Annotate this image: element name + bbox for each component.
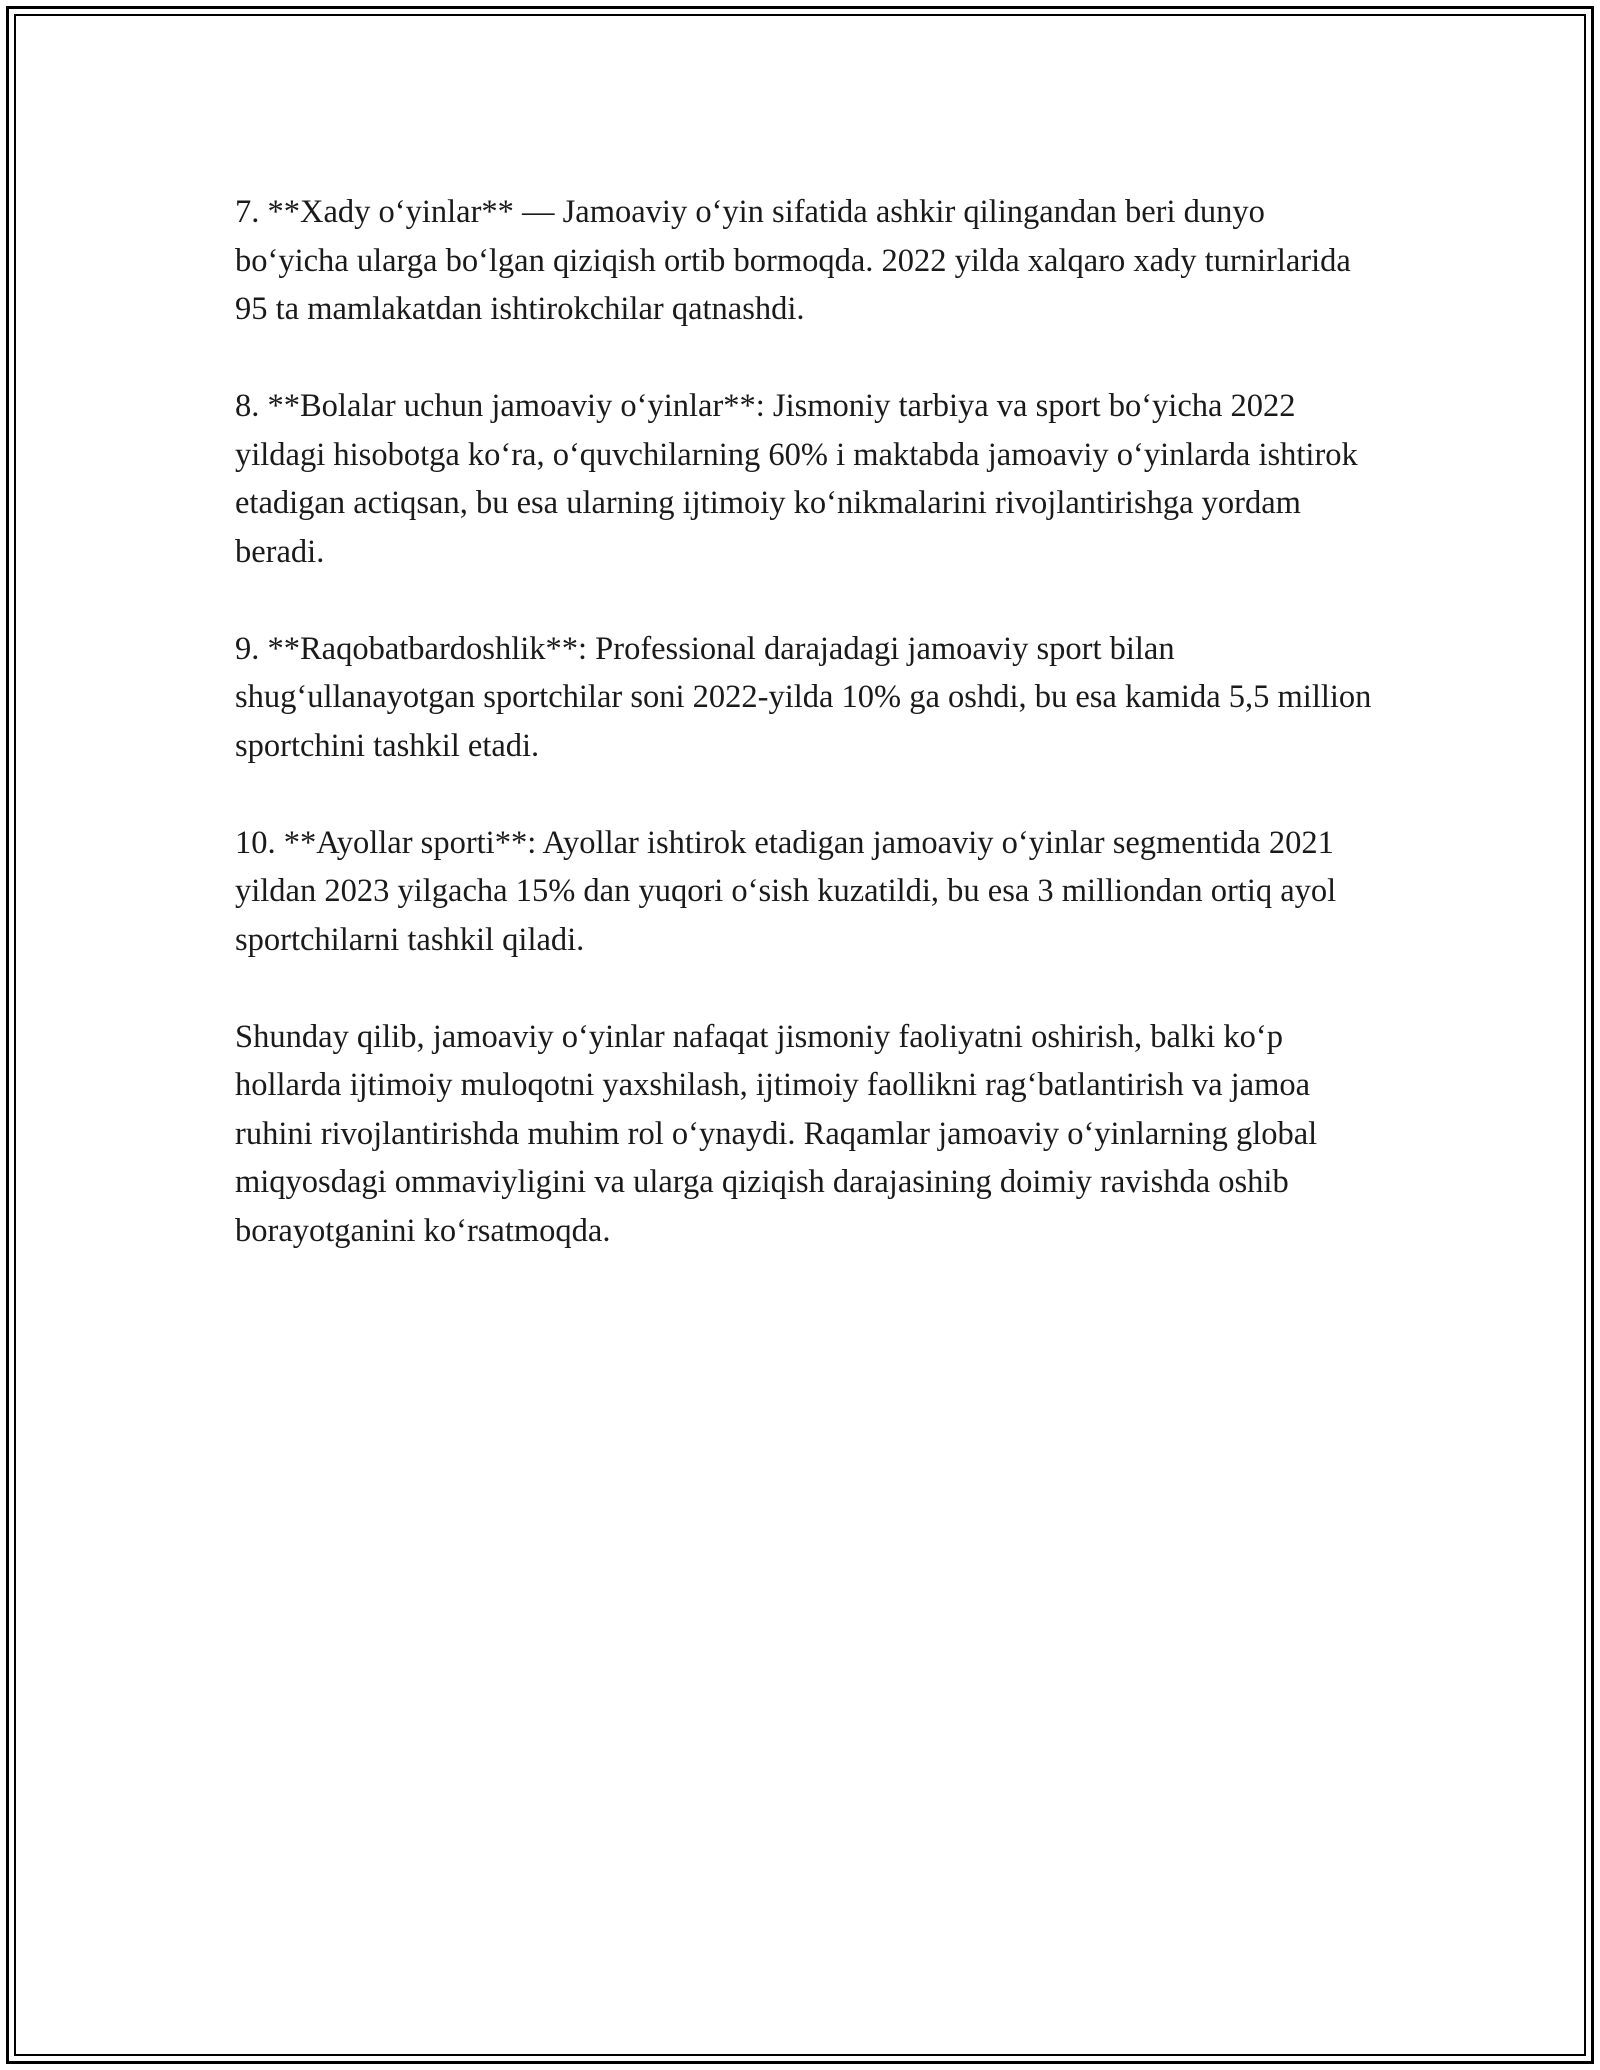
paragraph-item-9: 9. **Raqobatbardoshlik**: Professional darajadagi jamoaviy sport bilan shug‘ullanayotgan sportchilar soni 2022-yilda 10% ga oshdi, bu esa kamida 5,5 million sportchini tashkil etadi. [235, 630, 1372, 764]
document-body [235, 188, 1375, 1304]
conclusion-paragraph: Shunday qilib, jamoaviy o‘yinlar nafaqat jismoniy faoliyatni oshirish, balki ko‘p hollarda ijtimoiy muloqotni yaxshilash, ijtimoiy faollikni rag‘batlantirish va jamoa ruhini rivojlantirishda muhim rol o‘ynaydi. Raqamlar jamoaviy o‘yinlarning global miqyosdagi ommaviyligini va ularga qiziqish darajasining doimiy ravishda oshib borayotganini ko‘rsatmoqda. [235, 1018, 1318, 1249]
paragraph-item-10: 10. **Ayollar sporti**: Ayollar ishtirok etadigan jamoaviy o‘yinlar segmentida 2021 yildan 2023 yilgacha 15% dan yuqori o‘sish kuzatildi, bu esa 3 milliondan ortiq ayol sportchilarni tashkil qiladi. [235, 824, 1337, 958]
paragraph-item-8: 8. **Bolalar uchun jamoaviy o‘yinlar**: Jismoniy tarbiya va sport bo‘yicha 2022 yildagi hisobotga ko‘ra, o‘quvchilarning 60% i maktabda jamoaviy o‘yinlarda ishtirok etadigan actiqsan, bu esa ularning ijtimoiy ko‘nikmalarini rivojlantirishga yordam beradi. [235, 388, 1358, 570]
paragraph-item-7: 7. **Xady o‘yinlar** — Jamoaviy o‘yin sifatida ashkir qilingandan beri dunyo bo‘yicha ularga bo‘lgan qiziqish ortib bormoqda. 2022 yilda xalqaro xady turnirlarida 95 ta mamlakatdan ishtirokchilar qatnashdi. [235, 194, 1351, 327]
